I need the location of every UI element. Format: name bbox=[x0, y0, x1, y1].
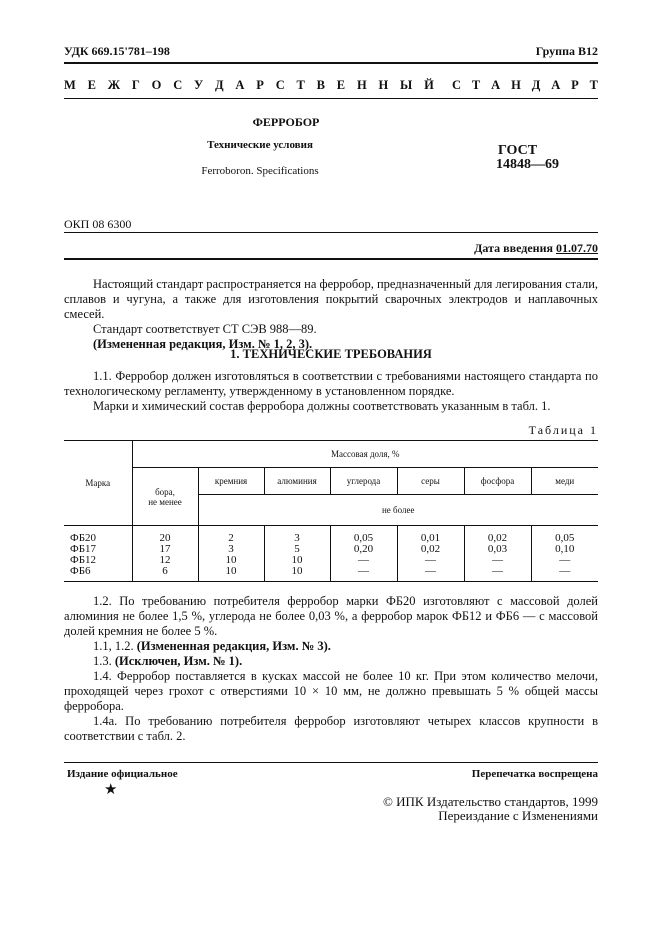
table-cell: 6 bbox=[162, 565, 168, 577]
table-cell: — bbox=[425, 554, 436, 566]
table-cell: 10 bbox=[225, 554, 237, 566]
title-letter: Т bbox=[296, 78, 305, 92]
footer-rule bbox=[64, 762, 598, 763]
table-cell: 0,03 bbox=[487, 543, 508, 555]
udk-code: УДК 669.15'781–198 bbox=[64, 44, 170, 58]
table-cell: — bbox=[492, 554, 503, 566]
table-cell: 3 bbox=[294, 532, 300, 544]
table-cell: ФБ6 bbox=[70, 565, 91, 577]
clause-1-4: 1.4. Ферробор поставляется в кусках массой не более 10 кг. При этом количество мелочи, проходящей через грохот с отверстиями 10 × 10 мм, не должно превышать 5 % общей массы ферробора. bbox=[64, 669, 598, 713]
table-cell: 0,05 bbox=[555, 532, 575, 544]
title-letter: Н bbox=[378, 78, 389, 92]
clause-1-4a: 1.4а. По требованию потребителя ферробор изготовляют четырех классов крупности в соответствии с табл. 2. bbox=[64, 714, 598, 743]
table-cell: 20 bbox=[159, 532, 171, 544]
title-letter: Е bbox=[87, 78, 96, 92]
title-letter: А bbox=[235, 78, 245, 92]
title-letter: Ж bbox=[107, 78, 121, 92]
col-phosphorus: фосфора bbox=[464, 468, 531, 495]
col-carbon: углерода bbox=[330, 468, 397, 495]
okp-code: ОКП 08 6300 bbox=[64, 217, 132, 231]
col-copper: меди bbox=[531, 468, 598, 495]
title-letter: Р bbox=[256, 78, 264, 92]
carbon-column bbox=[330, 526, 397, 582]
revision-note: (Измененная редакция, Изм. № 3). bbox=[136, 639, 331, 653]
title-letter: Н bbox=[511, 78, 521, 92]
title-letter: Е bbox=[336, 78, 346, 92]
table-cell: 0,05 bbox=[353, 532, 374, 544]
table-cell: ФБ20 bbox=[70, 532, 97, 544]
title-letter: Т bbox=[471, 78, 481, 92]
clause-1-1-1-2-note bbox=[64, 639, 598, 654]
title-letter: Р bbox=[571, 78, 579, 92]
title-letter: Д bbox=[215, 78, 224, 92]
reissue-note: Переиздание с Изменениями bbox=[438, 808, 598, 823]
title-letter: Ы bbox=[400, 78, 413, 92]
col-aluminium: алюминия bbox=[264, 468, 330, 495]
intro-scope: Настоящий стандарт распространяется на ферробор, предназначенный для легирования стали, сплавов и чугуна, а также для изготовления покрытий сварочных электродов и наплавочных смесей. bbox=[64, 277, 599, 321]
table-cell: 10 bbox=[291, 554, 303, 566]
intro-compliance: Стандарт соответствует СТ СЭВ 988—89. bbox=[93, 322, 317, 336]
col-boron-min: не менее bbox=[148, 496, 182, 507]
title-letter: А bbox=[551, 78, 561, 92]
section-heading: 1. ТЕХНИЧЕСКИЕ ТРЕБОВАНИЯ bbox=[230, 347, 432, 361]
col-sulfur: серы bbox=[397, 468, 464, 495]
title-letter: А bbox=[491, 78, 501, 92]
effective-date bbox=[440, 241, 598, 256]
table-cell: 10 bbox=[225, 565, 237, 577]
product-title: ФЕРРОБОР bbox=[252, 115, 320, 129]
clause-1-2: 1.2. По требованию потребителя ферробор марки ФБ20 изготовляют с массовой долей алюминия не более 1,5 %, углерода не более 0,03 %, а ферробор марок ФБ12 и ФБ6 — с массовой долей кремния не более 5 %. bbox=[64, 594, 598, 638]
title-letter: О bbox=[151, 78, 162, 92]
section-1-1 bbox=[64, 369, 598, 414]
title-letter: Н bbox=[356, 78, 367, 92]
not-more-header: не более bbox=[198, 495, 598, 526]
gost-number: 14848—69 bbox=[496, 157, 559, 172]
excluded-note: (Исключен, Изм. № 1). bbox=[114, 654, 243, 668]
table-cell: ФБ17 bbox=[70, 543, 97, 555]
official-edition: Издание официальное bbox=[67, 768, 178, 780]
title-english: Ferroboron. Specifications bbox=[201, 165, 319, 177]
title-letter: Г bbox=[131, 78, 140, 92]
title-letter: С bbox=[173, 78, 183, 92]
title-letter: В bbox=[316, 78, 325, 92]
date-rule bbox=[64, 258, 598, 260]
grade-column bbox=[64, 526, 132, 582]
clause-1-1-b: Марки и химический состав ферробора должны соответствовать указанным в табл. 1. bbox=[93, 399, 551, 413]
header-rule-bottom bbox=[64, 98, 598, 99]
group-code: Группа В12 bbox=[535, 44, 598, 58]
col-boron bbox=[132, 468, 198, 526]
table-cell: — bbox=[358, 554, 369, 566]
gost-label: ГОСТ bbox=[498, 143, 538, 158]
table-cell: 2 bbox=[228, 532, 234, 544]
clause-1-3 bbox=[64, 654, 598, 669]
star-icon: ★ bbox=[104, 782, 118, 798]
header-rule-top bbox=[64, 62, 598, 64]
effective-date-label: Дата введения bbox=[474, 241, 553, 255]
table-cell: — bbox=[358, 565, 369, 577]
clause-prefix: 1.3. bbox=[93, 654, 112, 668]
copper-column bbox=[531, 526, 598, 582]
col-boron-label: бора, bbox=[155, 486, 175, 497]
phosphorus-column bbox=[464, 526, 531, 582]
copyright: © ИПК Издательство стандартов, 1999 bbox=[383, 794, 598, 809]
clause-prefix: 1.1, 1.2. bbox=[93, 639, 134, 653]
mass-fraction-header: Массовая доля, % bbox=[132, 441, 598, 468]
table-cell: 0,20 bbox=[353, 543, 374, 555]
table-cell: — bbox=[492, 565, 503, 577]
boron-column bbox=[132, 526, 198, 582]
table-cell: 0,02 bbox=[420, 543, 441, 555]
intro-section bbox=[64, 277, 598, 352]
table-cell: 0,01 bbox=[420, 532, 441, 544]
title-letter: С bbox=[275, 78, 285, 92]
title-letter: М bbox=[64, 78, 76, 92]
clauses-after-table bbox=[64, 594, 598, 744]
title-letter: Й bbox=[424, 78, 434, 92]
title-letter: С bbox=[452, 78, 462, 92]
table-caption: Таблица 1 bbox=[528, 423, 598, 437]
reprint-prohibited: Перепечатка воспрещена bbox=[471, 768, 598, 780]
okp-rule bbox=[64, 232, 598, 233]
standard-type-title bbox=[64, 78, 598, 93]
aluminium-column bbox=[264, 526, 330, 582]
clause-1-1: 1.1. Ферробор должен изготовляться в соответствии с требованиями настоящего стандарта по технологическому регламенту, утвержденному в установленном порядке. bbox=[64, 369, 598, 398]
sulfur-column bbox=[397, 526, 464, 582]
table-cell: — bbox=[559, 565, 571, 577]
composition-table bbox=[64, 440, 598, 582]
title-letter: У bbox=[194, 78, 204, 92]
table-cell: — bbox=[559, 554, 571, 566]
col-grade-header: Марка bbox=[64, 441, 132, 526]
title-subtitle: Технические условия bbox=[207, 139, 313, 151]
table-cell: 17 bbox=[159, 543, 171, 555]
title-letter: Т bbox=[589, 78, 598, 92]
table-cell: 0,02 bbox=[487, 532, 508, 544]
table-cell: 12 bbox=[159, 554, 171, 566]
silicon-column bbox=[198, 526, 264, 582]
table-cell: 10 bbox=[291, 565, 303, 577]
col-silicon: кремния bbox=[198, 468, 264, 495]
intro-revision: (Измененная редакция, Изм. № 1, 2, 3). bbox=[93, 337, 313, 351]
title-letter: Д bbox=[531, 78, 541, 92]
table-cell: ФБ12 bbox=[70, 554, 97, 566]
table-cell: — bbox=[425, 565, 436, 577]
table-cell: 3 bbox=[228, 543, 234, 555]
table-cell: 0,10 bbox=[555, 543, 575, 555]
table-cell: 5 bbox=[294, 543, 300, 555]
effective-date-value: 01.07.70 bbox=[556, 241, 598, 255]
